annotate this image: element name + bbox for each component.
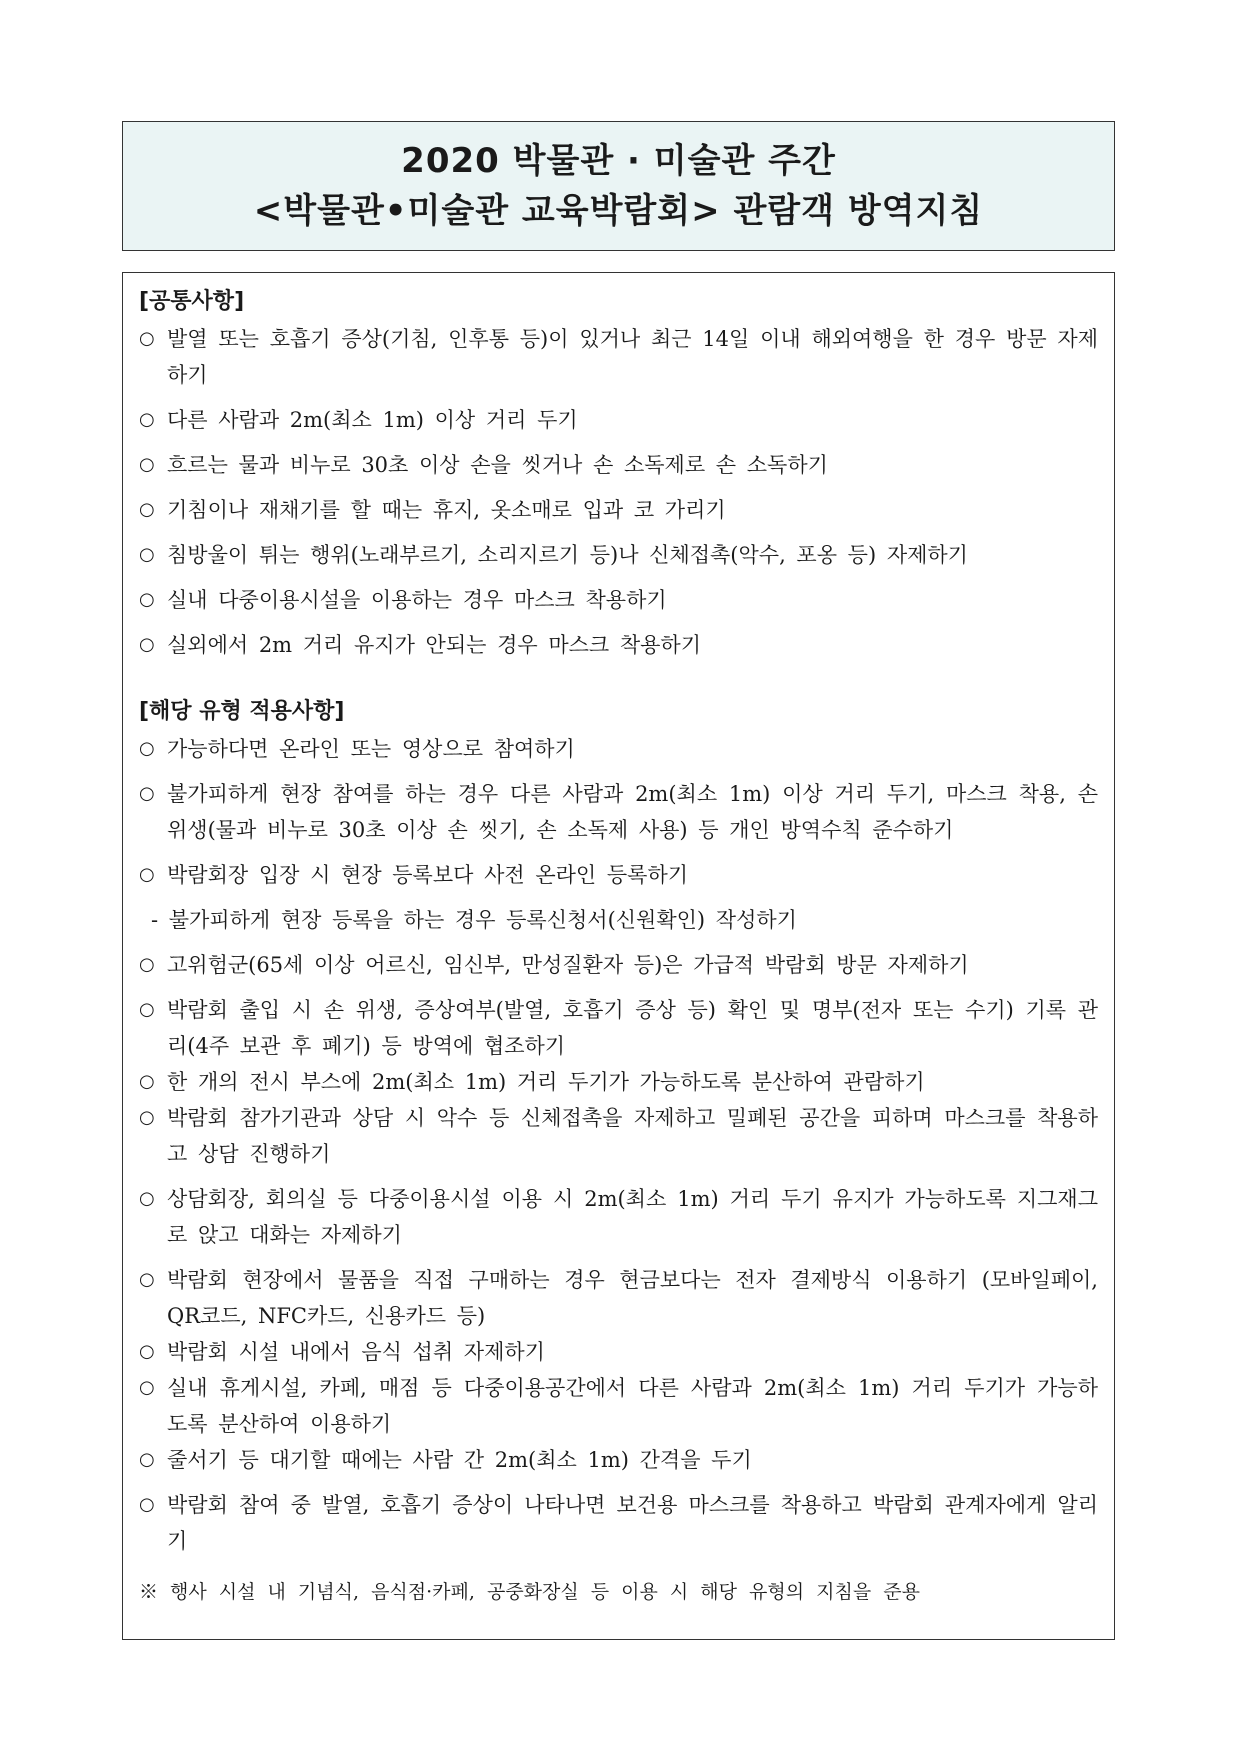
specific-item-8: ○ 상담회장, 회의실 등 다중이용시설 이용 시 2m(최소 1m) 거리 두기 유지가 가능하도록 지그재그로 앉고 대화는 자제하기 bbox=[139, 1181, 1098, 1253]
specific-sub-item: - 불가피하게 현장 등록을 하는 경우 등록신청서(신원확인) 작성하기 bbox=[151, 908, 797, 932]
document-title-box bbox=[122, 121, 1115, 251]
specific-item-13: ○ 박람회 참여 중 발열, 호흡기 증상이 나타나면 보건용 마스크를 착용하고 박람회 관계자에게 알리기 bbox=[139, 1487, 1098, 1559]
specific-item-10: ○ 박람회 시설 내에서 음식 섭취 자제하기 bbox=[139, 1334, 1098, 1370]
common-section-heading: [공통사항] bbox=[139, 289, 245, 314]
specific-item-9: ○ 박람회 현장에서 물품을 직접 구매하는 경우 현금보다는 전자 결제방식 이용하기 (모바일페이, QR코드, NFC카드, 신용카드 등) bbox=[139, 1262, 1098, 1334]
specific-item-1: ○ 가능하다면 온라인 또는 영상으로 참여하기 bbox=[139, 731, 1098, 767]
common-item-4: ○ 기침이나 재채기를 할 때는 휴지, 옷소매로 입과 코 가리기 bbox=[139, 492, 1098, 528]
document-title-line2: <박물관•미술관 교육박람회> 관람객 방역지침 bbox=[253, 191, 984, 231]
specific-item-4: ○ 고위험군(65세 이상 어르신, 임신부, 만성질환자 등)은 가급적 박람회 방문 자제하기 bbox=[139, 947, 1098, 983]
specific-item-11: ○ 실내 휴게시설, 카페, 매점 등 다중이용공간에서 다른 사람과 2m(최소 1m) 거리 두기가 가능하도록 분산하여 이용하기 bbox=[139, 1370, 1098, 1442]
common-item-6: ○ 실내 다중이용시설을 이용하는 경우 마스크 착용하기 bbox=[139, 582, 1098, 618]
specific-item-5: ○ 박람회 출입 시 손 위생, 증상여부(발열, 호흡기 증상 등) 확인 및 명부(전자 또는 수기) 기록 관리(4주 보관 후 폐기) 등 방역에 협조하기 bbox=[139, 992, 1098, 1064]
common-item-7: ○ 실외에서 2m 거리 유지가 안되는 경우 마스크 착용하기 bbox=[139, 627, 1098, 663]
document-title-line1: 2020 박물관 · 미술관 주간 bbox=[401, 141, 836, 181]
section-spacer bbox=[139, 663, 1098, 697]
specific-item-6: ○ 한 개의 전시 부스에 2m(최소 1m) 거리 두기가 가능하도록 분산하여 관람하기 bbox=[139, 1064, 1098, 1100]
common-item-5: ○ 침방울이 튀는 행위(노래부르기, 소리지르기 등)나 신체접촉(악수, 포옹 등) 자제하기 bbox=[139, 537, 1098, 573]
specific-item-3: ○ 박람회장 입장 시 현장 등록보다 사전 온라인 등록하기 bbox=[139, 857, 1098, 893]
common-item-1: ○ 발열 또는 호흡기 증상(기침, 인후통 등)이 있거나 최근 14일 이내 해외여행을 한 경우 방문 자제하기 bbox=[139, 321, 1098, 393]
specific-section-heading: [해당 유형 적용사항] bbox=[139, 699, 345, 724]
guideline-content-box bbox=[122, 272, 1115, 1640]
specific-item-7: ○ 박람회 참가기관과 상담 시 악수 등 신체접촉을 자제하고 밀폐된 공간을 피하며 마스크를 착용하고 상담 진행하기 bbox=[139, 1100, 1098, 1172]
footnote: ※ 행사 시설 내 기념식, 음식점·카페, 공중화장실 등 이용 시 해당 유형의 지침을 준용 bbox=[139, 1581, 920, 1603]
common-item-3: ○ 흐르는 물과 비누로 30초 이상 손을 씻거나 손 소독제로 손 소독하기 bbox=[139, 447, 1098, 483]
specific-item-12: ○ 줄서기 등 대기할 때에는 사람 간 2m(최소 1m) 간격을 두기 bbox=[139, 1442, 1098, 1478]
common-item-2: ○ 다른 사람과 2m(최소 1m) 이상 거리 두기 bbox=[139, 402, 1098, 438]
specific-item-2: ○ 불가피하게 현장 참여를 하는 경우 다른 사람과 2m(최소 1m) 이상 거리 두기, 마스크 착용, 손위생(물과 비누로 30초 이상 손 씻기, 손 소독제 사용) 등 개인 방역수칙 준수하기 bbox=[139, 776, 1098, 848]
